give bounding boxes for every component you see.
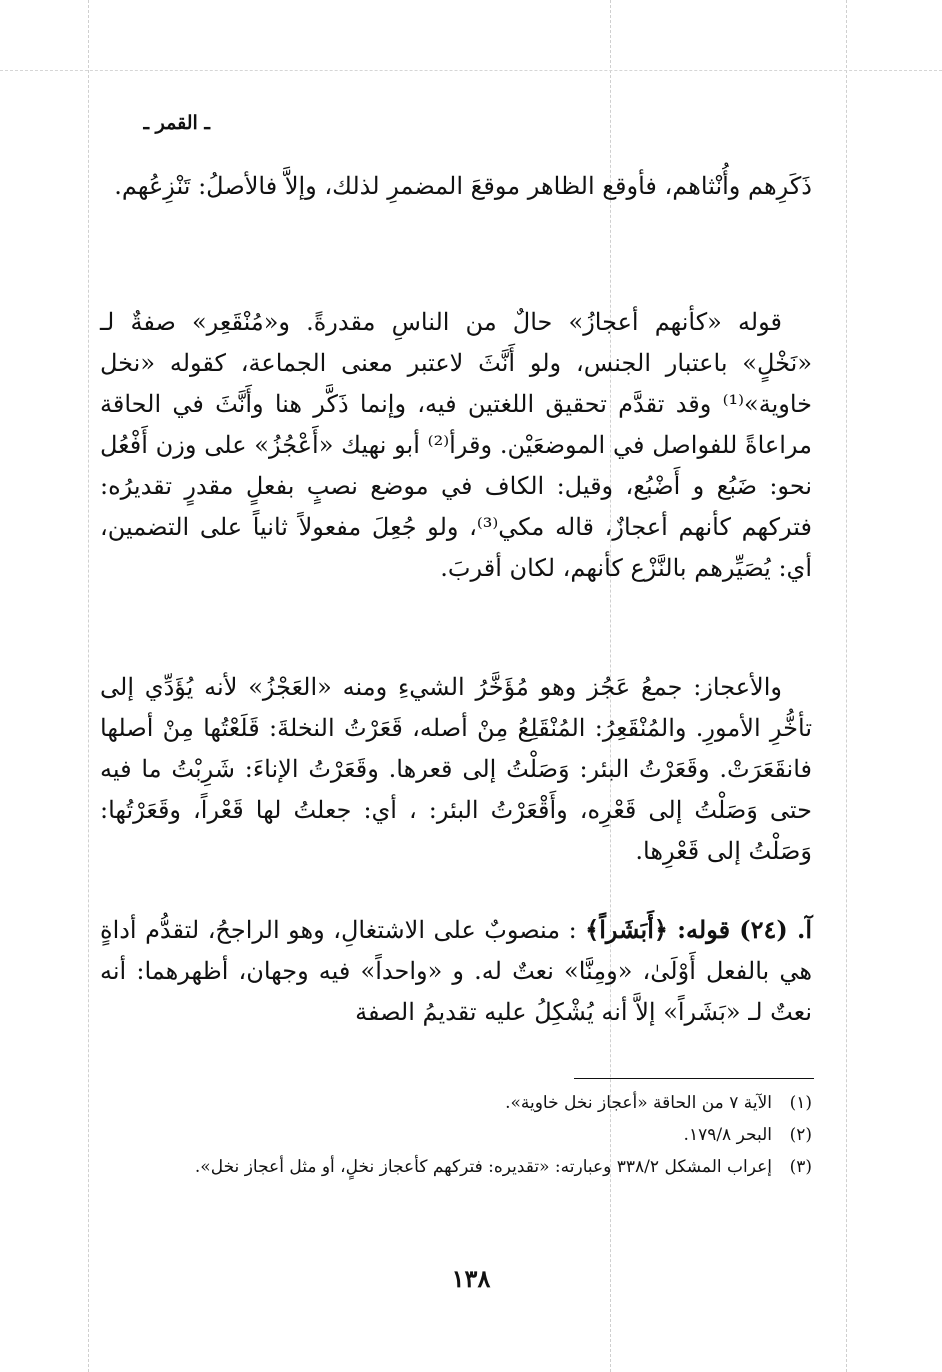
page-number: ١٣٨ xyxy=(451,1264,491,1293)
footnote-3-text: إعراب المشكل ٣٣٨/٢ وعبارته: «تقديره: فتركهم كأعجاز نخلٍ، أو مثل أعجاز نخل». xyxy=(194,1157,772,1177)
paragraph-2 xyxy=(100,302,812,589)
scan-guide-left xyxy=(88,0,89,1372)
paragraph-3 xyxy=(100,667,812,872)
footnote-3-number: (٣) xyxy=(789,1157,812,1177)
verse-heading: آ. (٢٤) قوله: ﴿أَبَشَراً﴾ xyxy=(585,915,812,944)
paragraph-4-body xyxy=(100,909,812,1033)
paragraph-1-text: ذَكَرِهم وأُنْثاهم، فأوقع الظاهر موقعَ المضمرِ لذلك، وإلاَّ فالأصلُ: تَنْزِعُهم. xyxy=(114,172,812,200)
scan-guide-right xyxy=(846,0,847,1372)
paragraph-4 xyxy=(100,909,812,1033)
paragraph-1 xyxy=(100,166,812,207)
footnote-2-text: البحر ١٧٩/٨. xyxy=(683,1125,772,1145)
running-header: ـ القمر ـ xyxy=(143,112,210,134)
footnotes xyxy=(100,1088,812,1184)
footnote-1-number: (١) xyxy=(789,1093,812,1113)
footnote-2-number: (٢) xyxy=(789,1125,812,1145)
paragraph-4-text: : منصوبٌ على الاشتغالِ، وهو الراجحُ، لتقدُّم أداةٍ هي بالفعل أَوْلَىٰ، «ومِنَّا» نعتٌ له. و «واحداً» فيه وجهان، أظهرهما: أنه نعتٌ لـ «بَشَراً» إلاَّ أنه يُشْكِلُ عليه تقديمُ الصفة xyxy=(100,916,812,1026)
footnote-1-text: الآية ٧ من الحاقة «أعجاز نخل خاوية». xyxy=(505,1093,772,1113)
footnote-divider xyxy=(574,1078,814,1079)
paragraph-3-text: والأعجاز: جمعُ عَجُز وهو مُؤَخَّرُ الشيءِ ومنه «العَجْزُ» لأنه يُؤَدِّي إلى تأخُّرِ الأمورِ. والمُنْقَعِرُ: المُنْقَلِعُ مِنْ أصله، قَعَرْتُ النخلةَ: قَلَعْتُها مِنْ أصلها فانقَعَرَتْ. وقَعَرْتُ البئر: وَصَلْتُ إلى قعرها. وقَعَرْتُ الإناءَ: شَرِبْتُ ما فيه حتى وَصَلْتُ إلى قَعْرِه، وأَقْعَرْتُ البئر: ، أي: جعلتُ لها قَعْراً، وقَعَرْتُها: وَصَلْتُ إلى قَعْرِها. xyxy=(100,673,812,865)
scan-guide-top xyxy=(0,70,942,71)
paragraph-2-text: قوله «كأنهم أعجازُ» حالٌ من الناسِ مقدرةً. و«مُنْقَعِر» صفةٌ لـ «نَخْلٍ» باعتبار الجنس، ولو أَنَّثَ لاعتبر معنى الجماعة، كقوله «نخل خاوية»⁽¹⁾ وقد تقدَّم تحقيق اللغتين فيه، وإنما ذَكَّر هنا وأَنَّثَ في الحاقة مراعاةً للفواصل في الموضعَيْن. وقرأ⁽²⁾ أبو نهيك «أَعْجُزُ» على وزن أَفْعُل نحو: ضَبُع و أَضْبُع، وقيل: الكاف في موضع نصبٍ بفعلٍ مقدرٍ تقديرُه: فتركهم كأنهم أعجازٌ، قاله مكي⁽³⁾، ولو جُعِلَ مفعولاً ثانياً على التضمين، أي: يُصَيِّرهم بالنَّزْع كأنهم، لكان أقربَ. xyxy=(100,308,813,582)
footnote-3 xyxy=(100,1152,812,1182)
footnote-2 xyxy=(100,1120,812,1150)
footnote-1 xyxy=(100,1088,812,1118)
